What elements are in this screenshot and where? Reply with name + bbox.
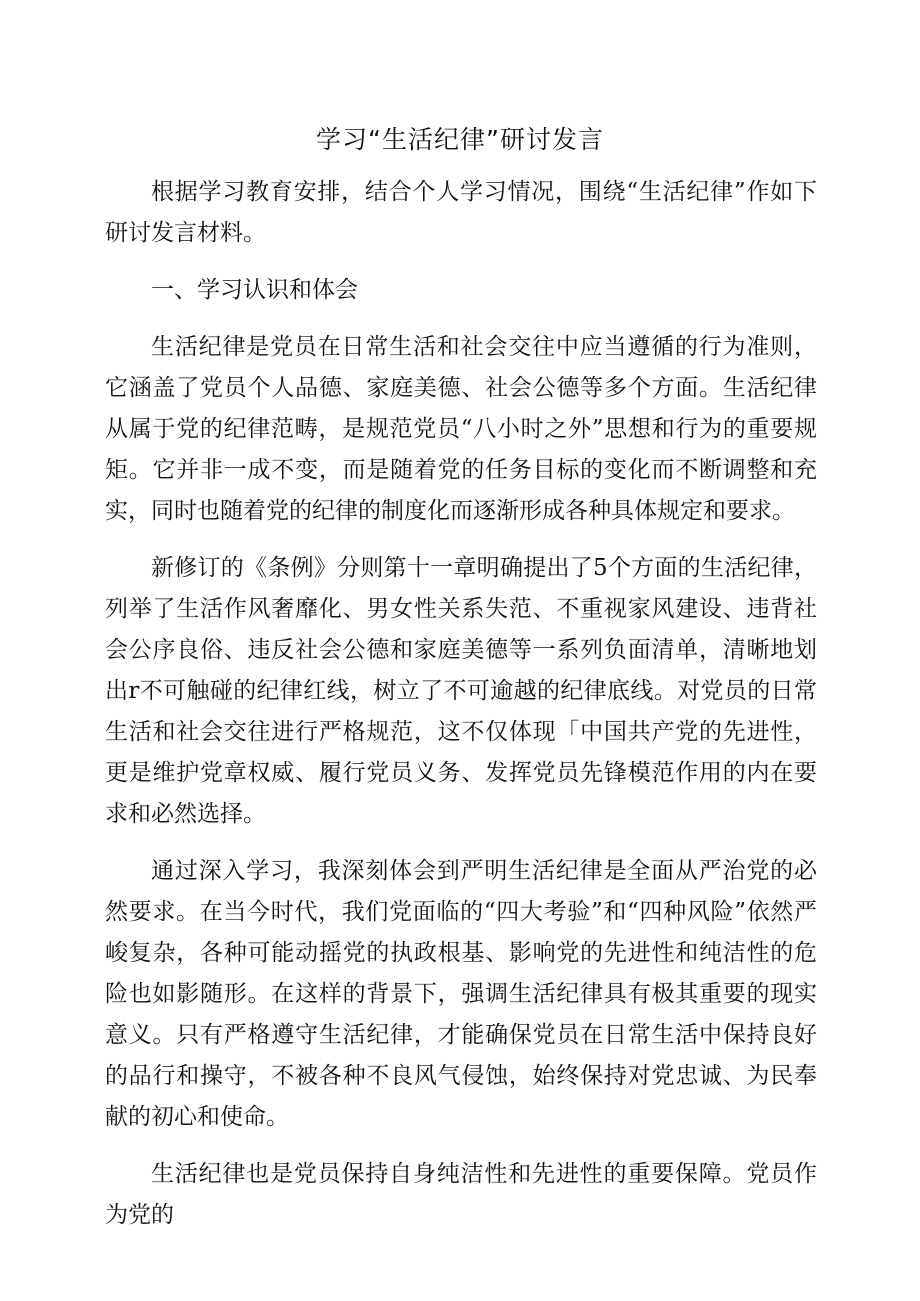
paragraph: 根据学习教育安排，结合个人学习情况，围绕“生活纪律”作如下研讨发言材料。 xyxy=(105,179,817,246)
document-body xyxy=(105,172,817,1252)
paragraph: 新修订的《条例》分则第十一章明确提出了5个方面的生活纪律，列举了生活作风奢靡化、男女性关系失范、不重视家风建设、违背社会公序良俗、违反社会公德和家庭美德等一系列负面清单，清晰地划出r不可触碰的纪律红线，树立了不可逾越的纪律底线。对党员的日常生活和社会交往进行严格规范，这不仅体现「中国共产党的先进性，更是维护党章权威、履行党员义务、发挥党员先锋模范作用的内在要求和必然选择。 xyxy=(105,555,817,827)
section-heading: 一、学习认识和体会 xyxy=(151,277,358,303)
paragraph: 生活纪律也是党员保持自身纯洁性和先进性的重要保障。党员作为党的 xyxy=(105,1161,817,1228)
paragraph: 生活纪律是党员在日常生活和社会交往中应当遵循的行为准则，它涵盖了党员个人品德、家庭美德、社会公德等多个方面。生活纪律从属于党的纪律范畴，是规范党员“八小时之外”思想和行为的重要规矩。它并非一成不变，而是随着党的任务目标的变化而不断调整和充实，同时也随着党的纪律的制度化而逐渐形成各种具体规定和要求。 xyxy=(105,334,817,524)
paragraph: 通过深入学习，我深刻体会到严明生活纪律是全面从严治党的必然要求。在当今时代，我们党面临的“四大考验”和“四种风险”依然严峻复杂，各种可能动摇党的执政根基、影响党的先进性和纯洁性的危险也如影随形。在这样的背景下，强调生活纪律具有极其重要的现实意义。只有严格遵守生活纪律，才能确保党员在日常生活中保持良好的品行和操守，不被各种不良风气侵蚀，始终保持对党忠诚、为民奉献的初心和使命。 xyxy=(105,858,817,1130)
document-title: 学习“生活纪律”研讨发言 xyxy=(316,125,604,154)
